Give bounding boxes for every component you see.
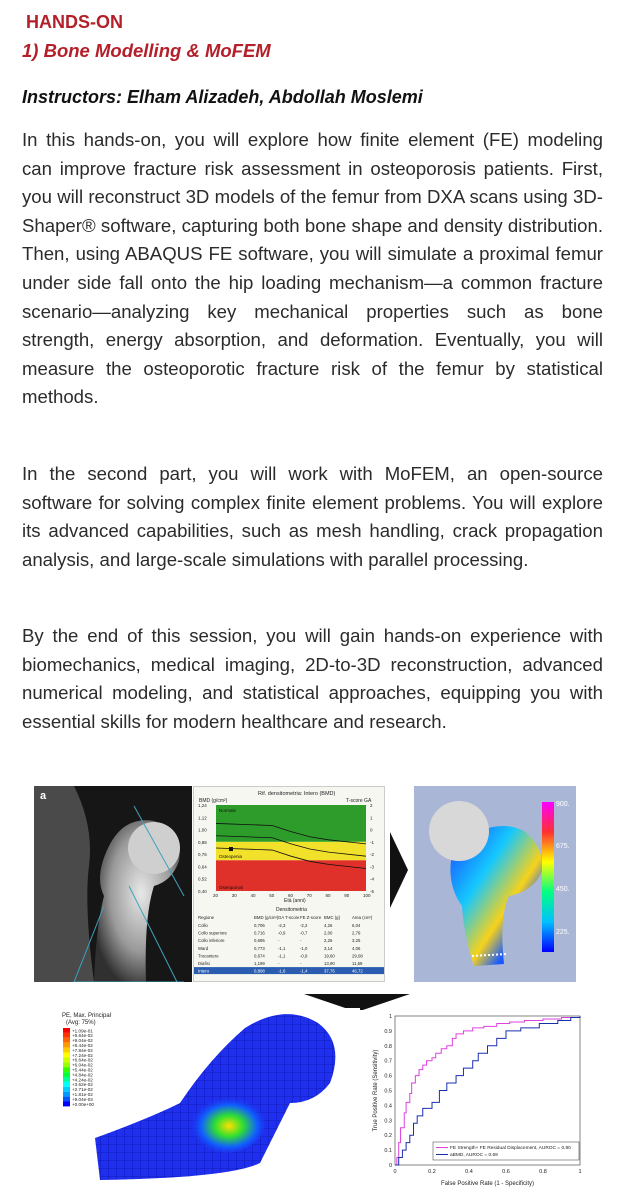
bmd-t-tick: -2 bbox=[370, 852, 375, 858]
bmd-table-cell: 4,26 bbox=[324, 923, 333, 928]
bmd-table-header: Regione bbox=[198, 915, 215, 920]
fe-legend-sub: (Avg: 75%) bbox=[66, 1020, 96, 1026]
fe-legend-swatch bbox=[63, 1082, 70, 1087]
roc-y-tick: 0.4 bbox=[384, 1103, 392, 1110]
bmd-xlabel: Età (anni) bbox=[284, 898, 306, 904]
bmd-table-cell: -1,6 bbox=[278, 968, 286, 974]
bmd-table-header: Area (cm²) bbox=[352, 915, 373, 920]
bmd-table-cell: Diafisi bbox=[198, 961, 210, 966]
roc-chart bbox=[355, 1010, 590, 1190]
roc-legend-label: FE Strength+ FE Residual Displacement, AUROC = 0.80 bbox=[450, 1146, 571, 1151]
bmd-table-header: BMD (g/cm²) bbox=[254, 915, 279, 920]
fe-legend-value: +7.84e-02 bbox=[72, 1047, 93, 1053]
bmd-patient-marker bbox=[229, 847, 233, 851]
bmd-t-tick: 2 bbox=[370, 803, 373, 808]
bmd-y-tick: 0,52 bbox=[198, 876, 207, 882]
bmd-table-cell: -0,9 bbox=[300, 953, 308, 959]
bmd-table-cell: - bbox=[300, 938, 302, 944]
bmd-t-tick: 0 bbox=[370, 827, 373, 833]
roc-y-tick: 1 bbox=[388, 1014, 392, 1020]
colorbar-tick-225: 225. bbox=[556, 929, 570, 936]
fe-legend-swatch bbox=[63, 1092, 70, 1097]
bmd-chart-title: Rif. densitometria: Intero (BMD) bbox=[258, 791, 336, 797]
bmd-x-tick: 80 bbox=[325, 893, 331, 898]
bmd-table-cell: 0,808 bbox=[254, 968, 265, 974]
bmd-y-tick: 0,88 bbox=[198, 839, 207, 845]
paragraph-mofem: In the second part, you will work with MoFEM, an open-source software for solving complex finite element problems. You will explore its advanced capabilities, such as mesh handling, crack propagation analysis, and large-scale simulations with parallel processing. bbox=[22, 463, 603, 570]
fe-legend-value: +2.71e-02 bbox=[72, 1087, 93, 1093]
fe-legend-value: +4.24e-02 bbox=[72, 1077, 93, 1083]
bmd-table-cell: -1,0 bbox=[300, 945, 308, 951]
fe-legend-swatch bbox=[63, 1033, 70, 1038]
roc-ylabel: True Positive Rate (Sensitivity) bbox=[373, 1049, 379, 1132]
fe-legend-swatch bbox=[63, 1077, 70, 1082]
roc-y-tick: 0.3 bbox=[384, 1118, 392, 1125]
fe-legend-swatch bbox=[63, 1097, 70, 1102]
roc-y-tick: 0.7 bbox=[384, 1058, 392, 1065]
colorbar-tick-675: 675. bbox=[556, 843, 570, 850]
instructors-line: Instructors: Elham Alizadeh, Abdollah Moslemi bbox=[22, 87, 423, 107]
bmd-table-cell: Trocantere bbox=[198, 953, 219, 959]
fe-legend-swatch bbox=[63, 1028, 70, 1033]
bmd-t-tick: -5 bbox=[370, 889, 375, 894]
paragraph-intro: In this hands-on, you will explore how finite element (FE) modeling can improve fracture risk assessment in osteoporosis patients. First, you will reconstruct 3D models of the femur from DXA scans using 3D-Shaper® software, capturing both bone shape and density distribution. Then, using ABAQUS FE software, you will simulate a proximal femur under side fall onto the hip loading mechanism—a common fracture scenario—analyzing key mechanical properties such as bone strength, energy absorption, and deformation. Eventually, you will measure the osteoporotic fracture risk of the femur by statistical methods. bbox=[22, 129, 603, 408]
bmd-table-cell: 4,06 bbox=[352, 945, 361, 951]
bmd-x-tick: 60 bbox=[288, 893, 294, 898]
fe-legend-value: +8.44e-02 bbox=[72, 1043, 93, 1048]
roc-y-tick: 0.2 bbox=[384, 1133, 392, 1140]
panel-label: a bbox=[40, 790, 47, 802]
paragraph-outcome: By the end of this session, you will gain hands-on experience with biomechanics, medical imaging, 2D-to-3D reconstruction, advanced numerical modeling, and statistical approaches, equipping you with essential skills for modern healthcare and research. bbox=[22, 625, 603, 732]
roc-y-tick: 0 bbox=[388, 1163, 392, 1169]
flow-arrow-right-icon bbox=[388, 830, 410, 910]
fe-legend-value: +7.24e-02 bbox=[72, 1052, 93, 1058]
bmd-table-header: FE Z-score bbox=[300, 915, 322, 920]
bmd-y-tick: 1,24 bbox=[198, 803, 207, 808]
fe-legend-value: +5.44e-02 bbox=[72, 1067, 93, 1073]
page-title: 1) Bone Modelling & MoFEM bbox=[22, 40, 271, 61]
bmd-table-cell: 37,76 bbox=[324, 968, 335, 974]
bmd-table-cell: 6,04 bbox=[352, 923, 361, 928]
roc-y-tick: 0.9 bbox=[384, 1028, 392, 1035]
bmd-zone-label: Osteoporosi bbox=[219, 884, 244, 890]
fe-legend-swatch bbox=[63, 1043, 70, 1048]
bmd-table-cell: 3,25 bbox=[352, 938, 361, 944]
roc-y-tick: 0.8 bbox=[384, 1043, 392, 1050]
bmd-x-tick: 100 bbox=[363, 893, 371, 898]
bmd-table-cell: Collo bbox=[198, 923, 208, 928]
bmd-ylabel: BMD (g/cm²) bbox=[199, 798, 228, 804]
bmd-x-tick: 40 bbox=[250, 893, 256, 898]
bmd-table-title: Densitometria bbox=[276, 907, 307, 913]
fe-legend-value: +6.04e-02 bbox=[72, 1062, 93, 1068]
fe-legend-swatch bbox=[63, 1062, 70, 1067]
bmd-table-cell: 0,716 bbox=[254, 930, 265, 936]
bmd-y-tick: 1,12 bbox=[198, 815, 207, 821]
colorbar-tick-900: 900. bbox=[556, 801, 570, 808]
bmd-table-cell: 3,14 bbox=[324, 945, 333, 951]
bmd-table-cell: Collo inferiore bbox=[198, 938, 225, 944]
bmd-table-cell: - bbox=[300, 961, 302, 966]
bmd-table-cell: 11,59 bbox=[352, 961, 363, 966]
bmd-table-cell: - bbox=[278, 938, 280, 944]
bmd-table-cell: 46,72 bbox=[352, 968, 363, 974]
roc-x-tick: 0.8 bbox=[539, 1169, 547, 1175]
colorbar-tick-450: 450. bbox=[556, 886, 570, 893]
bmd-y-tick: 1,00 bbox=[198, 827, 207, 833]
fe-legend-value: +9.04e-02 bbox=[72, 1038, 93, 1044]
roc-xlabel: False Positive Rate (1 - Specificity) bbox=[440, 1181, 535, 1187]
bmd-t-tick: -3 bbox=[370, 864, 375, 870]
bmd-table-cell: -2,3 bbox=[278, 923, 286, 928]
bmd-table-cell: 2,26 bbox=[324, 938, 333, 944]
fe-legend-value: +6.64e-02 bbox=[72, 1057, 93, 1063]
bmd-x-tick: 70 bbox=[306, 893, 312, 898]
bmd-table-cell: Intero bbox=[198, 968, 209, 974]
bmd-t-tick: -4 bbox=[370, 876, 375, 882]
bmd-table-cell: -1,1 bbox=[278, 945, 286, 951]
bmd-table-cell: -1,1 bbox=[278, 953, 286, 959]
roc-y-tick: 0.5 bbox=[384, 1088, 392, 1095]
bmd-t-tick: 1 bbox=[370, 815, 373, 821]
fe-legend-value: +1.09e-01 bbox=[72, 1028, 93, 1034]
fe-legend-swatch bbox=[63, 1102, 70, 1107]
fe-legend-swatch bbox=[63, 1072, 70, 1077]
bmd-table-cell: Collo superiore bbox=[198, 930, 227, 936]
bmd-table-cell: 29,08 bbox=[352, 953, 363, 959]
bmd-t-tick: -1 bbox=[370, 839, 375, 845]
fe-legend-value: +9.04e-03 bbox=[72, 1096, 93, 1102]
bmd-table-cell: -2,2 bbox=[300, 923, 308, 928]
fe-legend-title: PE, Max. Principal bbox=[62, 1013, 112, 1019]
fe-legend-value: +4.84e-02 bbox=[72, 1072, 93, 1078]
bmd-x-tick: 20 bbox=[213, 893, 219, 898]
fe-legend-swatch bbox=[63, 1057, 70, 1062]
section-label: HANDS-ON bbox=[26, 12, 123, 32]
fe-legend-value: +9.64e-02 bbox=[72, 1033, 93, 1039]
fe-legend-swatch bbox=[63, 1038, 70, 1043]
bmd-table-cell: Ward bbox=[198, 945, 209, 951]
fe-legend-swatch bbox=[63, 1067, 70, 1072]
bmd-y-tick: 0,40 bbox=[198, 889, 207, 894]
dxa-xray-image bbox=[34, 786, 192, 982]
fe-legend-swatch bbox=[63, 1087, 70, 1092]
roc-x-tick: 0.2 bbox=[428, 1169, 436, 1175]
bmd-zone-label: Osteopenia bbox=[219, 854, 243, 860]
femur-3d-density-model bbox=[414, 786, 576, 982]
roc-x-tick: 0 bbox=[393, 1169, 397, 1175]
bmd-table-cell: 13,90 bbox=[324, 961, 335, 966]
bmd-table-cell: 0,674 bbox=[254, 953, 265, 959]
bmd-zone-label: Normale bbox=[219, 808, 237, 814]
roc-x-tick: 0.4 bbox=[465, 1169, 473, 1175]
roc-x-tick: 0.6 bbox=[502, 1169, 510, 1175]
bmd-table-header: BMC (g) bbox=[324, 915, 340, 920]
bmd-table-cell: 0,706 bbox=[254, 923, 265, 928]
roc-legend-label: aBMD, AUROC = 0.69 bbox=[450, 1153, 498, 1158]
bmd-table-cell: 19,60 bbox=[324, 953, 335, 959]
bmd-table-cell: -0,7 bbox=[300, 930, 308, 936]
bmd-x-tick: 50 bbox=[269, 893, 275, 898]
fe-legend-swatch bbox=[63, 1048, 70, 1053]
fe-legend-value: +1.81e-02 bbox=[72, 1092, 93, 1097]
fe-legend-swatch bbox=[63, 1053, 70, 1058]
bmd-x-tick: 90 bbox=[344, 893, 350, 898]
fe-legend-value: +0.00e+00 bbox=[72, 1101, 94, 1107]
bmd-table-cell: -1,4 bbox=[300, 968, 308, 974]
bmd-table-cell: - bbox=[278, 961, 280, 966]
bmd-y-tick: 0,64 bbox=[198, 864, 207, 870]
bmd-table-cell: 2,79 bbox=[352, 930, 361, 936]
bmd-table-cell: 0,695 bbox=[254, 938, 265, 944]
roc-y-tick: 0.6 bbox=[384, 1073, 392, 1080]
dxa-bmd-report bbox=[193, 786, 385, 982]
fe-legend-value: +3.62e-02 bbox=[72, 1082, 93, 1088]
bmd-table-cell: 1,199 bbox=[254, 961, 265, 966]
roc-y-tick: 0.1 bbox=[384, 1148, 392, 1155]
roc-x-tick: 1 bbox=[578, 1169, 582, 1175]
bmd-table-cell: 0,773 bbox=[254, 945, 265, 951]
bmd-table-cell: 2,00 bbox=[324, 930, 333, 936]
bmd-y-tick: 0,76 bbox=[198, 852, 207, 858]
bmd-tscore-label: T-score GA bbox=[346, 798, 372, 804]
fe-simulation-image bbox=[60, 1008, 360, 1186]
bmd-table-header: GA T-score bbox=[278, 915, 300, 920]
bmd-x-tick: 30 bbox=[231, 893, 237, 898]
bmd-table-cell: -0,9 bbox=[278, 930, 286, 936]
